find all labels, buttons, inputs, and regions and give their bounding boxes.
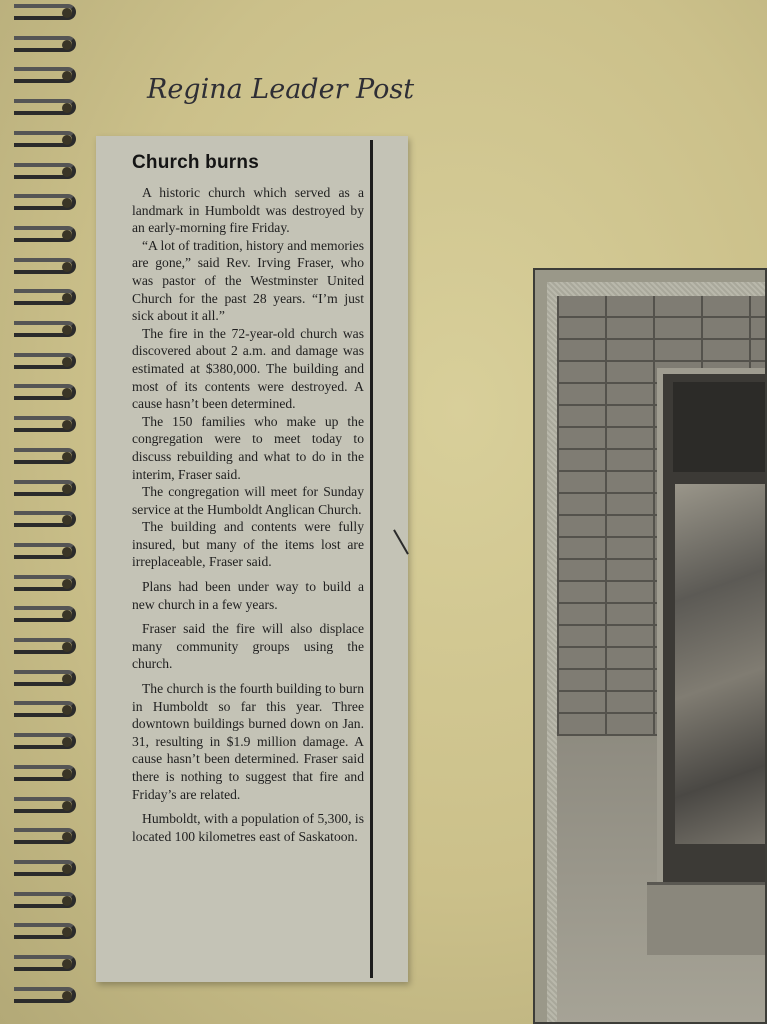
binding-hole <box>62 452 72 462</box>
article <box>132 150 364 845</box>
article-paragraph: Humboldt, with a population of 5,300, is located 100 kilometres east of Saskatoon. <box>132 811 364 844</box>
binding-hole <box>62 40 72 50</box>
window-sill <box>647 882 765 955</box>
handwritten-note <box>145 58 415 118</box>
newspaper-clipping <box>96 136 408 982</box>
binding-hole <box>62 230 72 240</box>
article-paragraph: The congregation will meet for Sunday service at the Humboldt Anglican Church. <box>132 484 364 517</box>
binding-hole <box>62 167 72 177</box>
binding-hole <box>62 642 72 652</box>
article-paragraph: A historic church which served as a landmark in Humboldt was destroyed by an early-morning fire Friday. <box>132 185 364 236</box>
article-paragraph: The building and contents were fully insured, but many of the items lost are irreplaceable, Fraser said. <box>132 519 364 570</box>
binding-hole <box>62 801 72 811</box>
burned-window <box>657 368 765 900</box>
binding-hole <box>62 959 72 969</box>
binding-hole <box>62 896 72 906</box>
binding-hole <box>62 8 72 18</box>
binding-hole <box>62 579 72 589</box>
article-paragraph: The church is the fourth building to burn in Humboldt so far this year. Three downtown buildings burned down on Jan. 31, resulting in $1.9 million damage. A cause hasn’t been determined. Fraser said there is nothing to suggest that fire and Friday’s are related. <box>132 681 364 802</box>
binding-hole <box>62 357 72 367</box>
binding-hole <box>62 135 72 145</box>
svg-text:Regina Leader Post: Regina Leader Post <box>147 74 415 105</box>
binding-hole <box>62 262 72 272</box>
article-paragraph: “A lot of tradition, history and memories are gone,” said Rev. Irving Fraser, who was pastor of the Westminster United Church for the past 28 years. “I’m just sick about it all.” <box>132 237 364 324</box>
binding-hole <box>62 769 72 779</box>
article-paragraph: Plans had been under way to build a new church in a few years. <box>132 579 364 612</box>
article-paragraph: Fraser said the fire will also displace many community groups using the church. <box>132 621 364 672</box>
church-photo-clipping <box>533 268 767 1024</box>
article-paragraph: The 150 families who make up the congregation were to meet today to discuss rebuilding and what to do in the interim, Fraser said. <box>132 413 364 482</box>
fire-debris <box>675 484 765 844</box>
binding-hole <box>62 547 72 557</box>
column-rule <box>370 140 373 978</box>
binding-hole <box>62 484 72 494</box>
article-paragraph: The fire in the 72-year-old church was discovered about 2 a.m. and damage was estimated at $380,000. The building and most of its contents were destroyed. A cause hasn’t been determined. <box>132 325 364 412</box>
binding-hole <box>62 325 72 335</box>
article-headline: Church burns <box>132 152 259 173</box>
window-pane <box>673 382 765 472</box>
burned-church-photo <box>557 296 765 1022</box>
binding-hole <box>62 674 72 684</box>
spiral-binding <box>0 0 90 1024</box>
binding-hole <box>62 991 72 1001</box>
binding-hole <box>62 864 72 874</box>
